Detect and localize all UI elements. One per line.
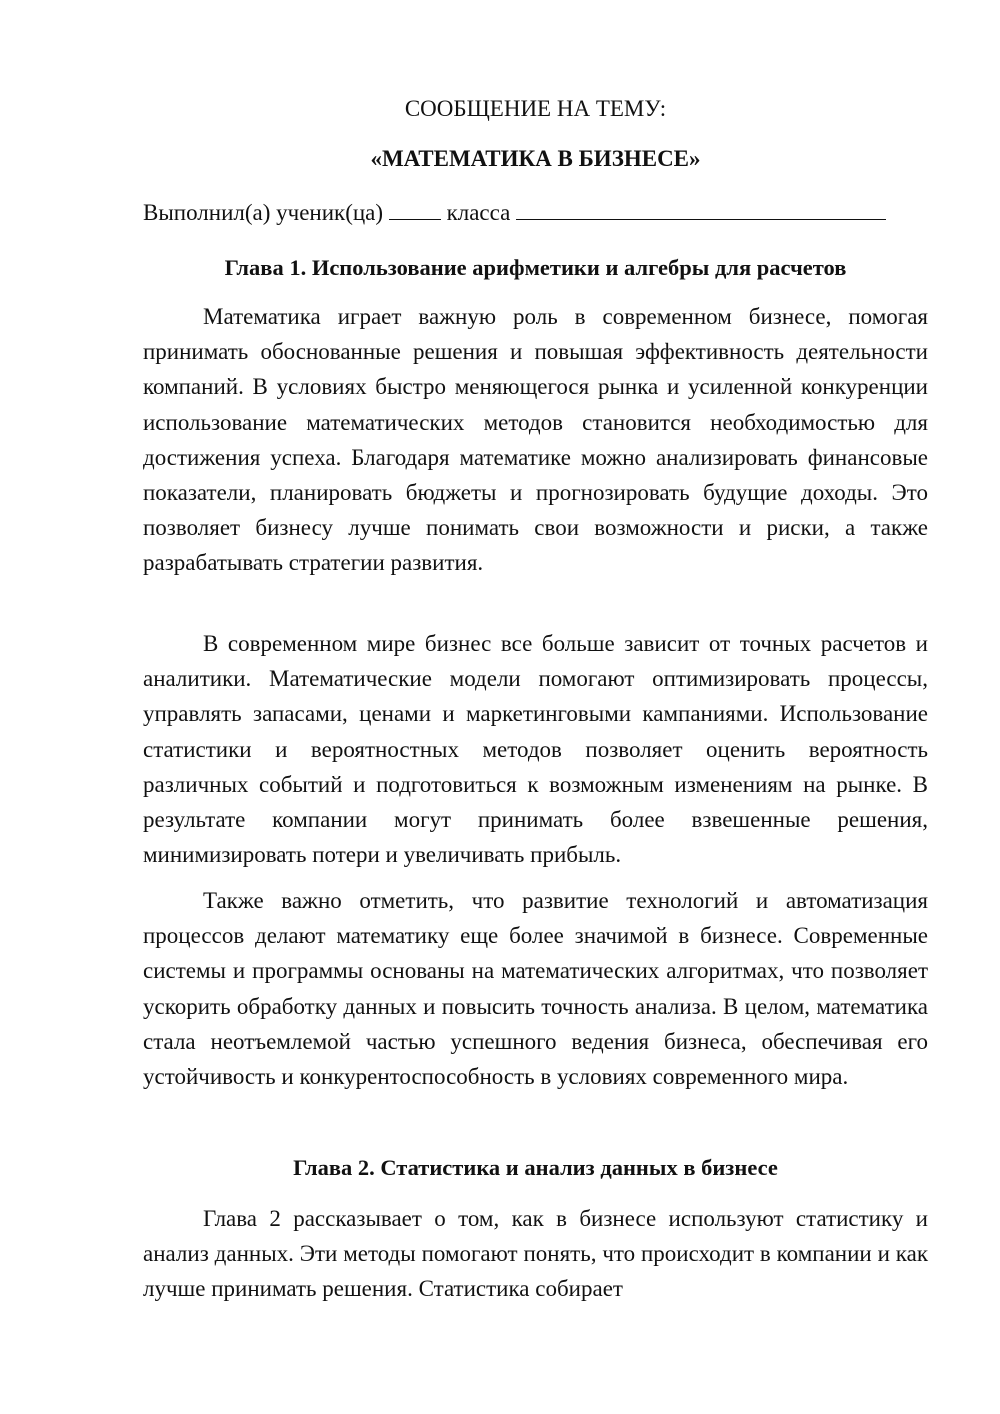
chapter-1-paragraph: Математика играет важную роль в современном бизнесе, помогая принимать обоснованные решения и повышая эффективность деятельности компаний. В условиях быстро меняющегося рынка и усиленной конкуренции использование математических методов становится необходимостью для достижения успеха. Благодаря математике можно анализировать финансовые показатели, планировать бюджеты и прогнозировать будущие доходы. Это позволяет бизнесу лучше понимать свои возможности и риски, а также разрабатывать стратегии развития.: [143, 304, 928, 576]
chapter-1-paragraph: Также важно отметить, что развитие технологий и автоматизация процессов делают математику еще более значимой в бизнесе. Современные системы и программы основаны на математических алгоритмах, что позволяет ускорить обработку данных и повысить точность анализа. В целом, математика стала неотъемлемой частью успешного ведения бизнеса, обеспечивая его устойчивость и конкурентоспособность в условиях современного мира.: [143, 888, 928, 1090]
chapter-2-heading: Глава 2. Статистика и анализ данных в бизнесе: [293, 1155, 778, 1180]
document-title-line-2: «МАТЕМАТИКА В БИЗНЕСЕ»: [370, 146, 701, 171]
class-label: класса: [446, 200, 511, 225]
chapter-1-heading: Глава 1. Использование арифметики и алгебры для расчетов: [224, 255, 847, 280]
name-blank: [516, 199, 886, 220]
class-number-blank: [389, 199, 441, 220]
performed-by-label: Выполнил(а) ученик(ца): [143, 200, 384, 225]
signature-line: [143, 198, 928, 228]
chapter-1-paragraph: В современном мире бизнес все больше зависит от точных расчетов и аналитики. Математические модели помогают оптимизировать процессы, управлять запасами, ценами и маркетинговыми кампаниями. Использование статистики и вероятностных методов позволяет оценить вероятность различных событий и подготовиться к возможным изменениям на рынке. В результате компании могут принимать более взвешенные решения, минимизировать потери и увеличивать прибыль.: [143, 631, 928, 868]
document-title-line-1: СООБЩЕНИЕ НА ТЕМУ:: [404, 96, 667, 121]
chapter-2-paragraph: Глава 2 рассказывает о том, как в бизнесе используют статистику и анализ данных. Эти методы помогают понять, что происходит в компании и как лучше принимать решения. Статистика собирает: [143, 1206, 928, 1302]
